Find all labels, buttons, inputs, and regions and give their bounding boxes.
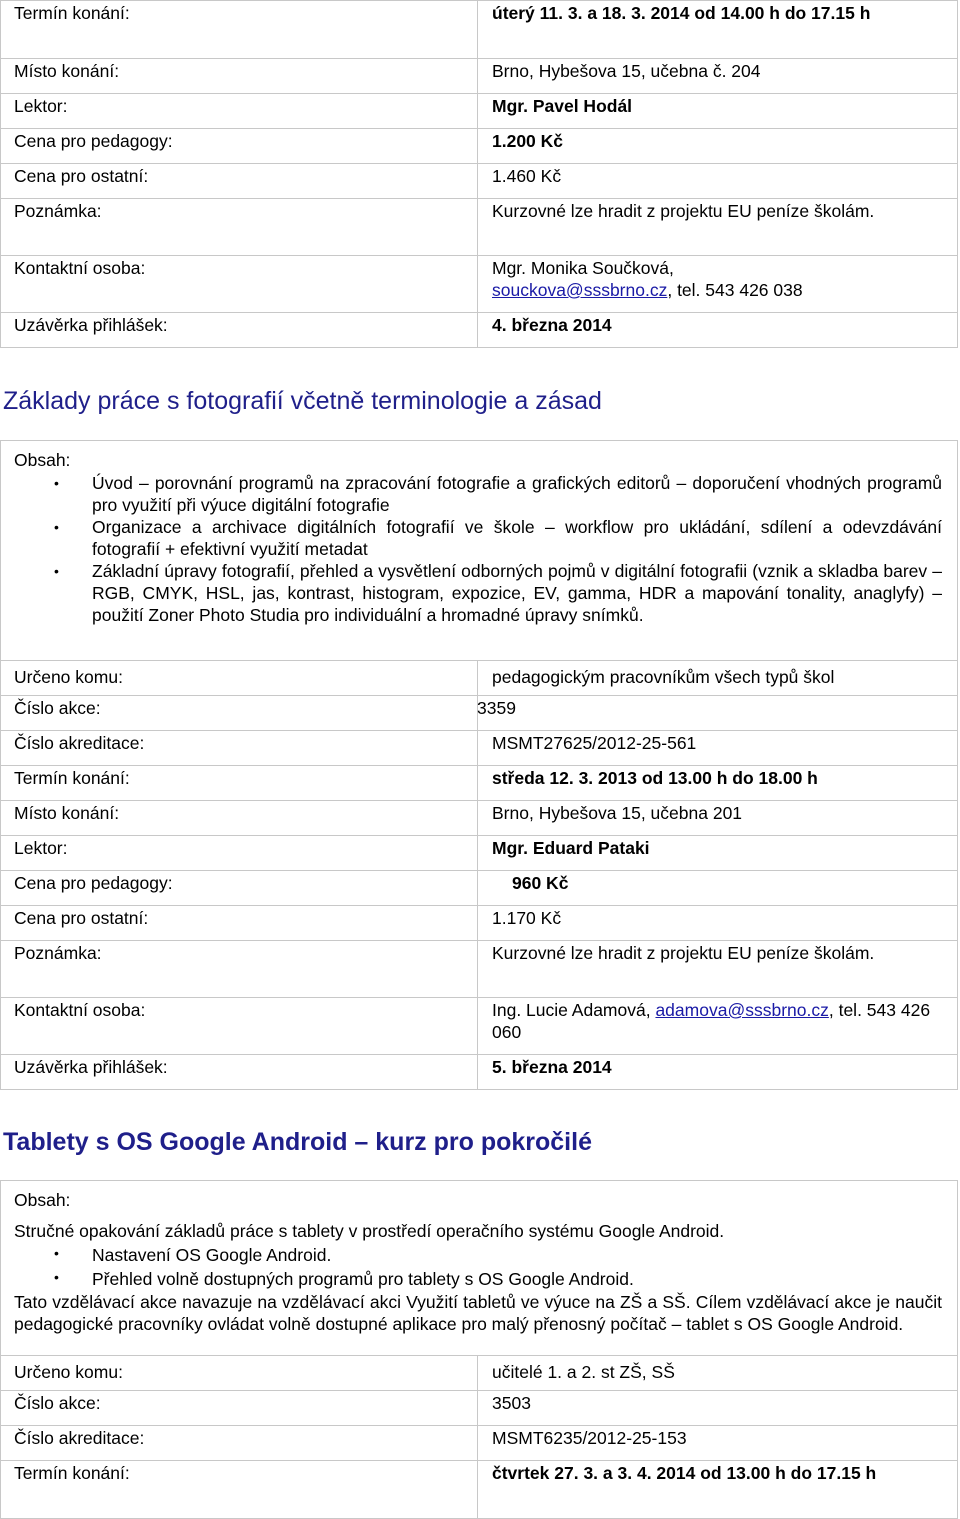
content-label: Obsah:: [14, 450, 71, 470]
row-label: Číslo akreditace:: [1, 1426, 478, 1461]
row-value: 960 Kč: [478, 871, 958, 906]
row-label: Poznámka:: [1, 199, 478, 256]
course2-content: [0, 440, 958, 664]
table-row: [1, 59, 958, 94]
list-item: • Organizace a archivace digitálních fotografií ve škole – workflow pro ukládání, sdílení a odevzdávání fotografií + efektivní využití metadat: [14, 516, 942, 560]
contact-value: [478, 256, 958, 313]
contact-email-link[interactable]: souckova@sssbrno.cz: [492, 280, 668, 300]
row-label: Termín konání:: [1, 1, 478, 59]
table-row: [1, 129, 958, 164]
table-row: [1, 731, 958, 766]
course1-info: [0, 0, 958, 348]
row-label: Termín konání:: [1, 766, 478, 801]
contact-name: Ing. Lucie Adamová,: [492, 1000, 656, 1020]
content-list: [14, 472, 942, 626]
table-row: [1, 1356, 958, 1391]
list-item: • Základní úpravy fotografií, přehled a vysvětlení odborných pojmů v digitální fotografii (vznik a skladba barev – RGB, CMYK, HSL, jas, kontrast, histogram, expozice, EV, gamma, HDR a mapování tonality, anaglyfy) – použití Zoner Photo Studia pro individuální a hromadné úpravy snímků.: [14, 560, 942, 626]
table-row: [1, 313, 958, 348]
course2-info-table: [0, 660, 958, 1090]
row-value: pedagogickým pracovníkům všech typů škol: [478, 661, 958, 696]
table-row: [1, 836, 958, 871]
table-row: [1, 906, 958, 941]
row-label: Lektor:: [1, 94, 478, 129]
content-list: [14, 1242, 942, 1290]
table-row: [1, 256, 958, 313]
row-label: Kontaktní osoba:: [1, 998, 478, 1055]
row-value: MSMT27625/2012-25-561: [478, 731, 958, 766]
table-row: [1, 696, 958, 731]
row-value: 4. března 2014: [478, 313, 958, 348]
table-row: [1, 199, 958, 256]
row-label: Cena pro ostatní:: [1, 906, 478, 941]
row-value: 1.460 Kč: [478, 164, 958, 199]
content-outro: Tato vzdělávací akce navazuje na vzdělávací akci Využití tabletů ve výuce na ZŠ a SŠ. Cílem vzdělávací akce je naučit pedagogické pracovníky ovládat volně dostupné aplikace pro malý přenosný počítač – tablet s OS Google Android.: [14, 1292, 942, 1334]
row-value: MSMT6235/2012-25-153: [478, 1426, 958, 1461]
row-value: Brno, Hybešova 15, učebna č. 204: [478, 59, 958, 94]
contact-phone: , tel. 543 426 060: [492, 1000, 931, 1042]
row-value: Brno, Hybešova 15, učebna 201: [478, 801, 958, 836]
row-label: Číslo akreditace:: [1, 731, 478, 766]
row-label: Uzávěrka přihlášek:: [1, 1055, 478, 1090]
row-label: Termín konání:: [1, 1461, 478, 1519]
row-label: Kontaktní osoba:: [1, 256, 478, 313]
row-label: Cena pro pedagogy:: [1, 871, 478, 906]
table-row: [1, 1426, 958, 1461]
row-label: Cena pro pedagogy:: [1, 129, 478, 164]
row-label: Určeno komu:: [1, 661, 478, 696]
course3-info: [0, 1355, 958, 1519]
row-label-text: Číslo akce:: [14, 698, 101, 718]
row-value: čtvrtek 27. 3. a 3. 4. 2014 od 13.00 h do 17.15 h: [478, 1461, 958, 1519]
row-label: Místo konání:: [1, 801, 478, 836]
list-item: • Nastavení OS Google Android.: [14, 1242, 942, 1266]
row-label: [1, 696, 516, 731]
row-value: Mgr. Eduard Pataki: [478, 836, 958, 871]
table-row: [1, 801, 958, 836]
table-row: [1, 941, 958, 998]
table-row: [1, 164, 958, 199]
row-value: 5. března 2014: [478, 1055, 958, 1090]
table-row: [1, 871, 958, 906]
content-label: Obsah:: [14, 1190, 71, 1210]
list-item: • Úvod – porovnání programů na zpracování fotografie a grafických editorů – doporučení vhodných programů pro využití při výuce digitální fotografie: [14, 472, 942, 516]
row-label: Lektor:: [1, 836, 478, 871]
course3-info-table: [0, 1355, 958, 1519]
row-label: Poznámka:: [1, 941, 478, 998]
row-value: středa 12. 3. 2013 od 13.00 h do 18.00 h: [478, 766, 958, 801]
contact-value: [478, 998, 958, 1055]
row-value: 1.170 Kč: [478, 906, 958, 941]
row-value: Mgr. Pavel Hodál: [478, 94, 958, 129]
row-value: učitelé 1. a 2. st ZŠ, SŠ: [478, 1356, 958, 1391]
course3-title: Tablety s OS Google Android – kurz pro pokročilé: [3, 1128, 592, 1156]
row-value: úterý 11. 3. a 18. 3. 2014 od 14.00 h do 17.15 h: [478, 1, 958, 59]
row-value: 3359: [477, 698, 516, 718]
row-value: Kurzovné lze hradit z projektu EU peníze školám.: [478, 199, 958, 256]
table-row: [1, 766, 958, 801]
course2-info: [0, 660, 958, 1090]
row-value: 1.200 Kč: [478, 129, 958, 164]
row-label: Číslo akce:: [1, 1391, 478, 1426]
row-label: Určeno komu:: [1, 1356, 478, 1391]
table-row: [1, 1391, 958, 1426]
row-label: Uzávěrka přihlášek:: [1, 313, 478, 348]
table-row: [1, 661, 958, 696]
table-row: [1, 1055, 958, 1090]
contact-name: Mgr. Monika Součková,: [492, 258, 674, 278]
row-label: Místo konání:: [1, 59, 478, 94]
row-value-empty: [478, 696, 958, 731]
course3-content: [0, 1180, 958, 1356]
row-label: Cena pro ostatní:: [1, 164, 478, 199]
table-row: [1, 94, 958, 129]
table-row: [1, 1461, 958, 1519]
contact-email-link[interactable]: adamova@sssbrno.cz: [655, 1000, 829, 1020]
content-intro: Stručné opakování základů práce s tablety v prostředí operačního systému Google Android.: [14, 1221, 725, 1241]
table-row: [1, 998, 958, 1055]
contact-phone: , tel. 543 426 038: [667, 280, 803, 300]
row-value: Kurzovné lze hradit z projektu EU peníze školám.: [478, 941, 958, 998]
list-item: • Přehled volně dostupných programů pro tablety s OS Google Android.: [14, 1266, 942, 1290]
course1-info-table: [0, 0, 958, 348]
row-value: 3503: [478, 1391, 958, 1426]
table-row: [1, 1, 958, 59]
course2-title: Základy práce s fotografií včetně terminologie a zásad: [3, 387, 602, 415]
